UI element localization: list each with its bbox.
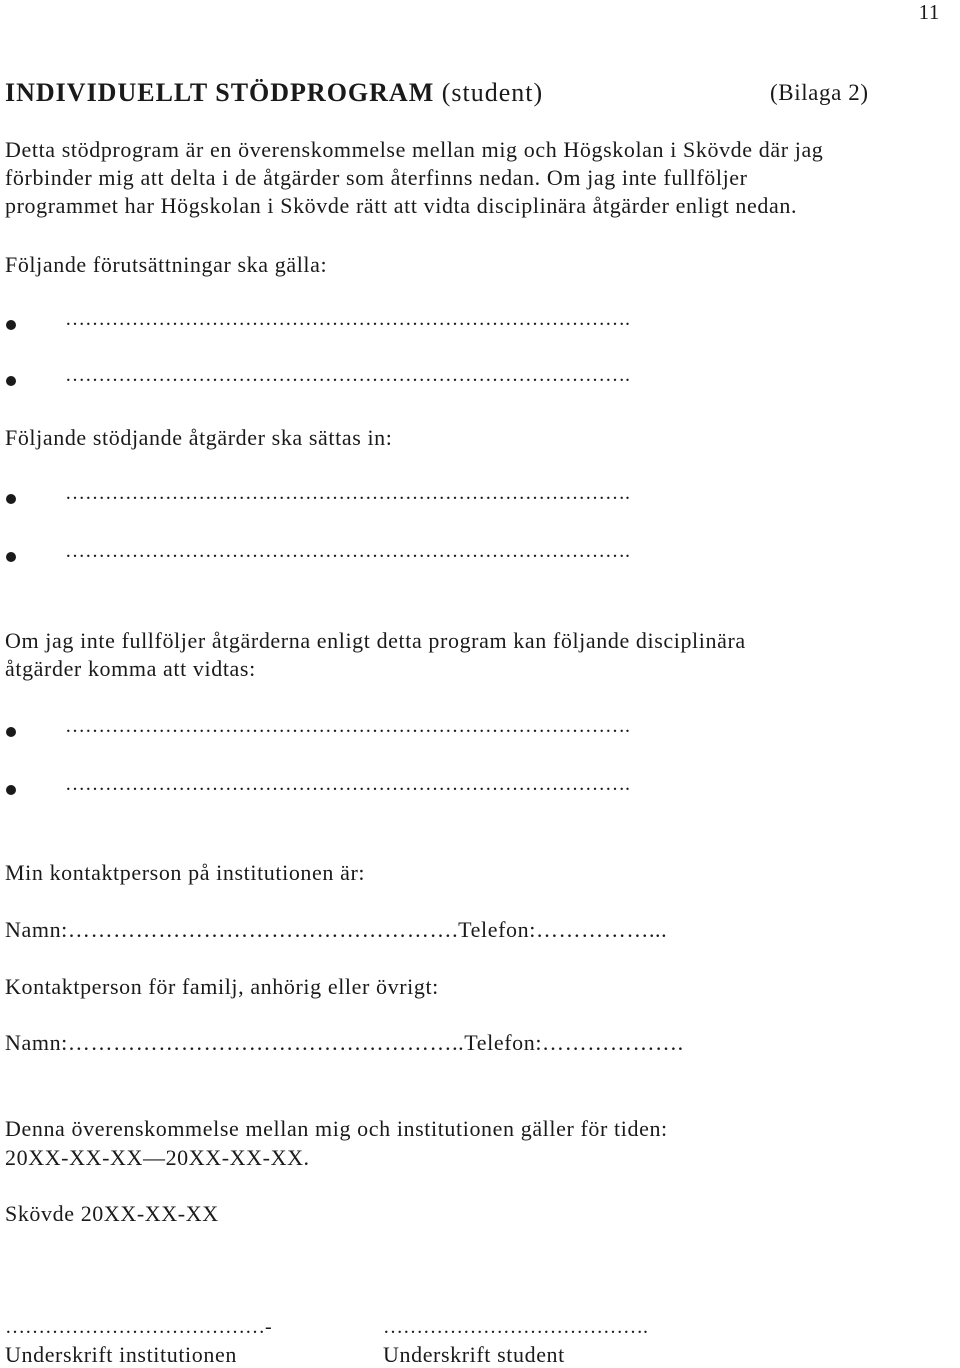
title-suffix: (student): [434, 78, 544, 107]
disciplinary-line-1: Om jag inte fullföljer åtgärderna enligt detta program kan följande disciplinära: [5, 628, 746, 653]
disciplinary-dots-2: ………………………………………………………………………….: [65, 773, 630, 795]
bullet-icon: [6, 785, 16, 795]
signature-line-student: ………………………………….: [383, 1316, 648, 1338]
condition-line-2: ………………………………………………………………………….: [65, 364, 630, 386]
support-line-2: ………………………………………………………………………….: [65, 540, 630, 562]
conditions-heading: Följande förutsättningar ska gälla:: [5, 252, 328, 277]
signature-label-institution: Underskrift institutionen: [5, 1342, 237, 1367]
signature-line-institution: …………………………………-: [5, 1316, 272, 1338]
document-title: [5, 78, 543, 108]
validity-line-1: Denna överenskommelse mellan mig och institutionen gäller för tiden:: [5, 1116, 668, 1141]
intro-line-3: programmet har Högskolan i Skövde rätt att vidta disciplinära åtgärder enligt nedan.: [5, 193, 798, 218]
appendix-label: (Bilaga 2): [770, 80, 869, 105]
bullet-icon: [6, 552, 16, 562]
disciplinary-line-2: åtgärder komma att vidtas:: [5, 656, 256, 681]
family-contact-heading: Kontaktperson för familj, anhörig eller övrigt:: [5, 974, 439, 999]
intro-line-1: Detta stödprogram är en överenskommelse mellan mig och Högskolan i Skövde där jag: [5, 137, 824, 162]
validity-line-2: 20XX-XX-XX—20XX-XX-XX.: [5, 1145, 310, 1170]
bullet-icon: [6, 494, 16, 504]
bullet-icon: [6, 727, 16, 737]
support-heading: Följande stödjande åtgärder ska sättas in:: [5, 425, 393, 450]
support-line-1: ………………………………………………………………………….: [65, 482, 630, 504]
disciplinary-dots-1: ………………………………………………………………………….: [65, 715, 630, 737]
contact-line: Namn:…………………………………………….Telefon:……………...: [5, 917, 668, 942]
contact-heading: Min kontaktperson på institutionen är:: [5, 860, 366, 885]
page-number: 11: [918, 0, 940, 24]
title-main: INDIVIDUELLT STÖDPROGRAM: [5, 78, 435, 107]
intro-line-2: förbinder mig att delta i de åtgärder som återfinns nedan. Om jag inte fullföljer: [5, 165, 748, 190]
family-contact-line: Namn:……………………………………………..Telefon:……………….: [5, 1030, 684, 1055]
condition-line-1: ………………………………………………………………………….: [65, 308, 630, 330]
bullet-icon: [6, 376, 16, 386]
place-date: Skövde 20XX-XX-XX: [5, 1201, 219, 1226]
signature-label-student: Underskrift student: [383, 1342, 565, 1367]
bullet-icon: [6, 320, 16, 330]
